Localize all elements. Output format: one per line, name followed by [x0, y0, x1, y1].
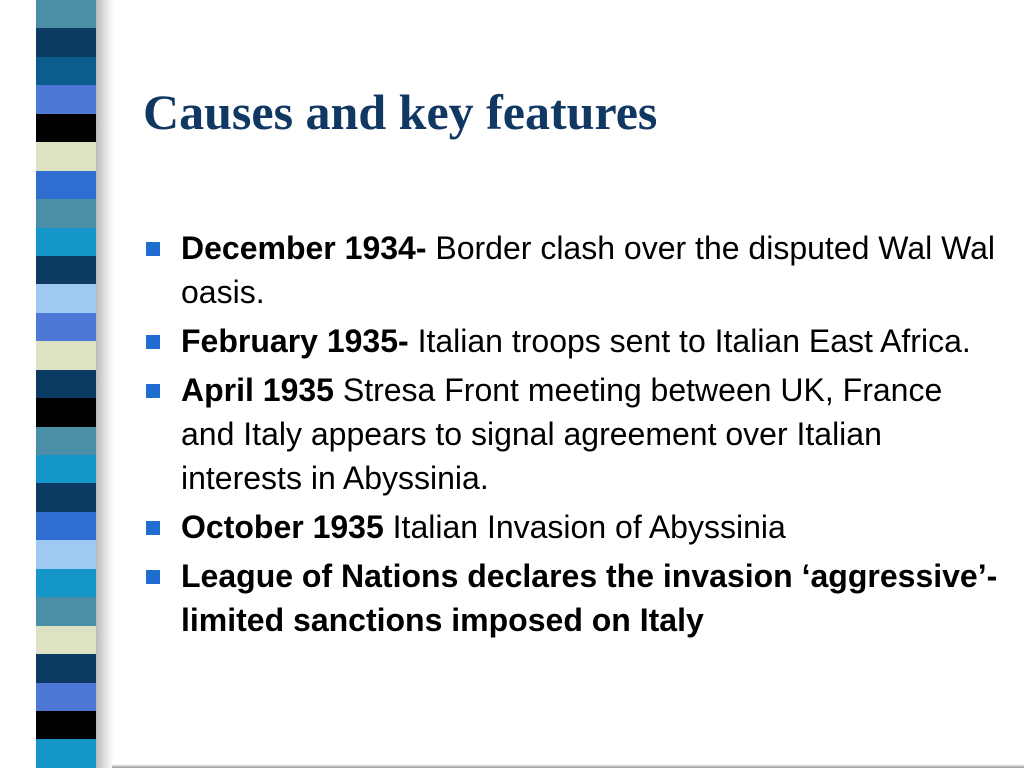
bullet-item-february-1935 [143, 319, 1003, 363]
stripe-shadow [96, 0, 114, 768]
square-bullet-icon [146, 521, 160, 535]
bullet-list [143, 226, 1003, 647]
bullet-item-october-1935 [143, 505, 1003, 549]
slide-title: Causes and key features [143, 84, 658, 140]
bullet-text: Italian Invasion of Abyssinia [383, 509, 786, 545]
stripe-segment [36, 142, 96, 170]
stripe-segment [36, 711, 96, 739]
stripe-segment [36, 739, 96, 767]
bullet-date: April 1935 [181, 372, 334, 408]
stripe-segment [36, 28, 96, 56]
bullet-date: December 1934- [181, 230, 427, 266]
bullet-text: Border clash over the disputed Wal Wal oasis. [181, 230, 996, 310]
bottom-rule [112, 764, 1024, 768]
stripe-segment [36, 512, 96, 540]
square-bullet-icon [146, 242, 160, 256]
bullet-date: February 1935- [181, 323, 409, 359]
stripe-segment [36, 171, 96, 199]
square-bullet-icon [146, 335, 160, 349]
bullet-date: October 1935 [181, 509, 384, 545]
stripe-segment [36, 483, 96, 511]
stripe-segment [36, 654, 96, 682]
stripe-segment [36, 57, 96, 85]
stripe-segment [36, 370, 96, 398]
stripe-segment [36, 228, 96, 256]
bullet-item-league-of-nations [143, 554, 1003, 642]
stripe-segment [36, 199, 96, 227]
stripe-segment [36, 114, 96, 142]
stripe-segment [36, 626, 96, 654]
square-bullet-icon [146, 570, 160, 584]
stripe-segment [36, 398, 96, 426]
bullet-item-april-1935 [143, 368, 1003, 500]
square-bullet-icon [146, 384, 160, 398]
stripe-segment [36, 569, 96, 597]
bullet-text: League of Nations declares the invasion ‘aggressive’- limited sanctions imposed on Italy [181, 558, 998, 638]
stripe-segment [36, 313, 96, 341]
bullet-item-december-1934 [143, 226, 1003, 314]
stripe-segment [36, 683, 96, 711]
stripe-segment [36, 0, 96, 28]
stripe-segment [36, 85, 96, 113]
stripe-segment [36, 284, 96, 312]
stripe-segment [36, 597, 96, 625]
stripe-segment [36, 455, 96, 483]
stripe-segment [36, 427, 96, 455]
stripe-segment [36, 341, 96, 369]
stripe-segment [36, 256, 96, 284]
bullet-text: Italian troops sent to Italian East Africa. [408, 323, 971, 359]
decorative-stripe-bar [36, 0, 96, 768]
stripe-segment [36, 540, 96, 568]
bullet-text: Stresa Front meeting between UK, France and Italy appears to signal agreement over Italian interests in Abyssinia. [181, 372, 943, 496]
